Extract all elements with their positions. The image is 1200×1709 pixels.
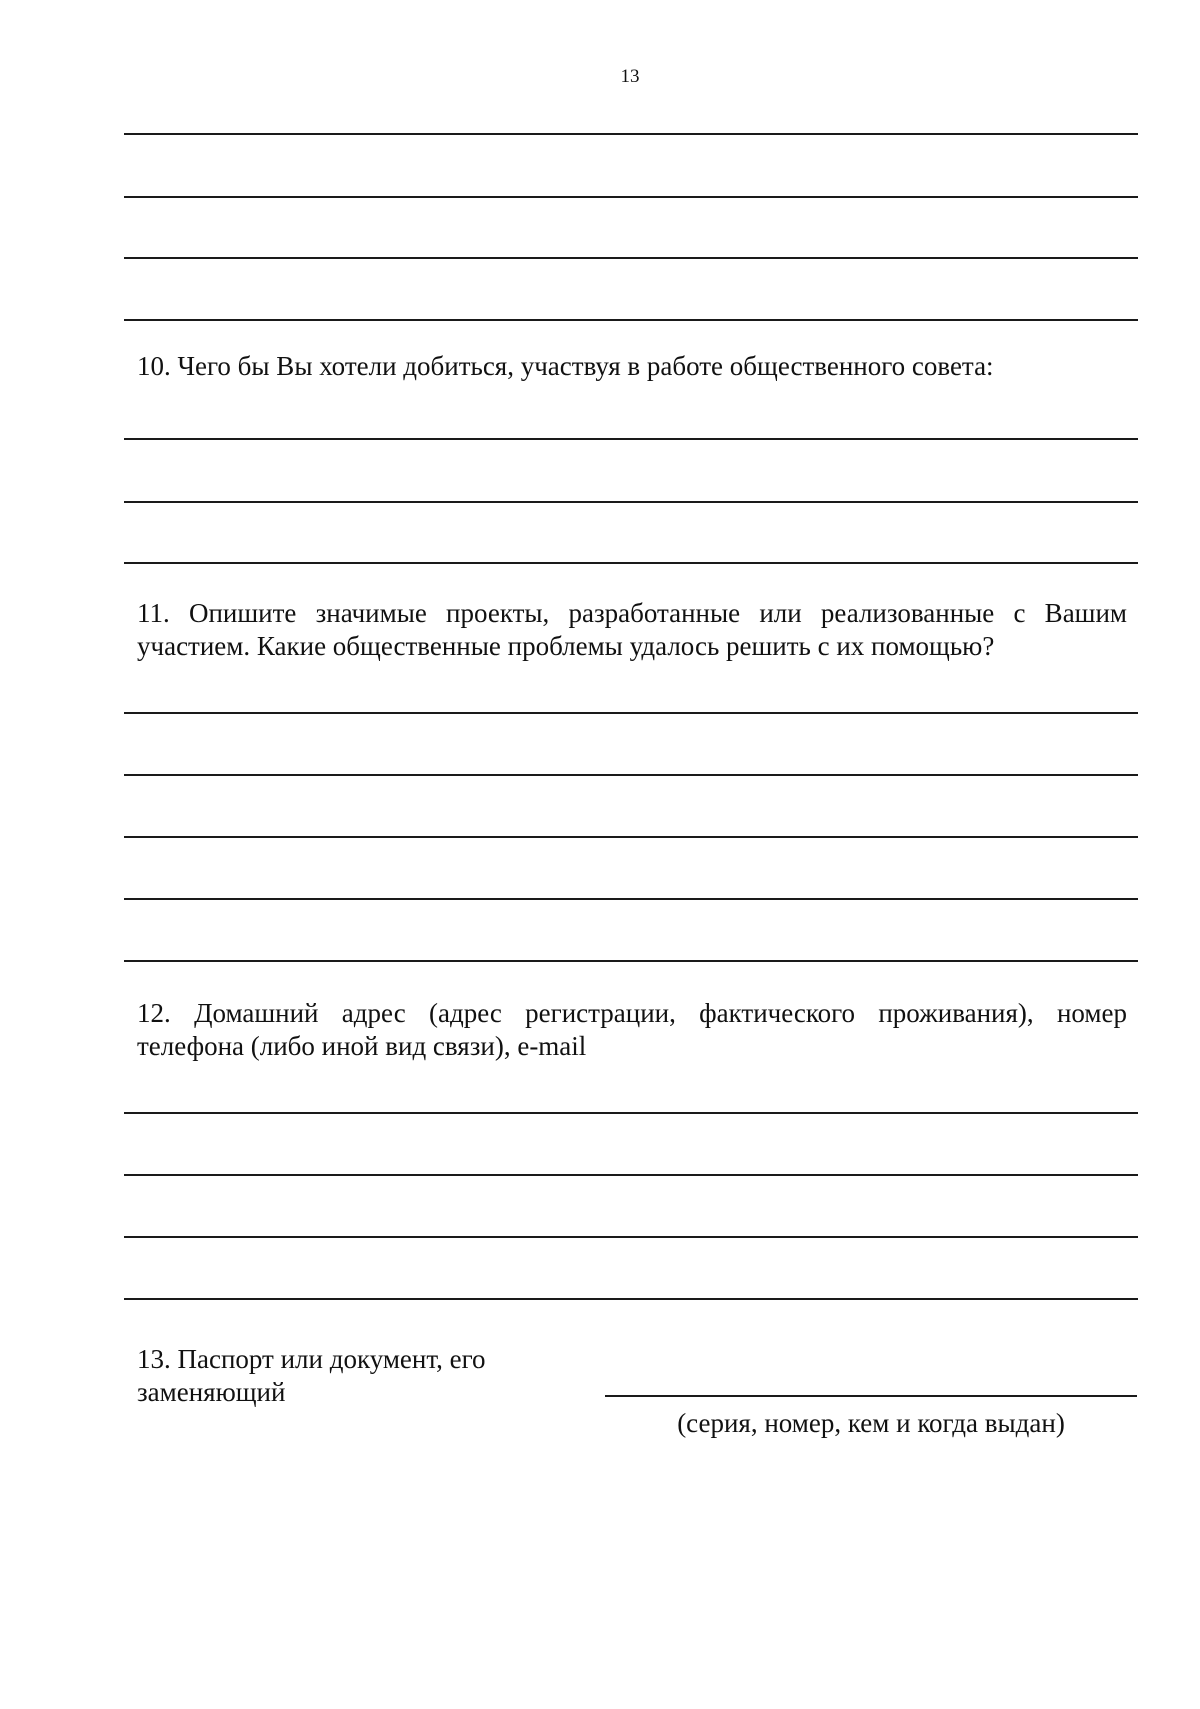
- question-12-line-2: телефона (либо иной вид связи), e-mail: [137, 1031, 587, 1061]
- question-12-line-1: 12. Домашний адрес (адрес регистрации, фактического проживания), номер: [137, 998, 1127, 1028]
- answer-line[interactable]: [124, 1298, 1138, 1300]
- question-11-line-2: участием. Какие общественные проблемы удалось решить с их помощью?: [137, 631, 995, 661]
- question-10: 10. Чего бы Вы хотели добиться, участвуя в работе общественного совета:: [137, 351, 994, 381]
- answer-line[interactable]: [124, 1174, 1138, 1176]
- answer-line[interactable]: [124, 960, 1138, 962]
- passport-answer-line[interactable]: [605, 1395, 1137, 1397]
- answer-line[interactable]: [124, 501, 1138, 503]
- answer-line[interactable]: [124, 196, 1138, 198]
- answer-line[interactable]: [124, 774, 1138, 776]
- question-13-line-2: заменяющий: [137, 1377, 286, 1407]
- question-11: [137, 597, 1127, 663]
- answer-line[interactable]: [124, 712, 1138, 714]
- answer-line[interactable]: [124, 257, 1138, 259]
- answer-line[interactable]: [124, 133, 1138, 135]
- page-number: 13: [620, 66, 640, 87]
- question-13-line-1: 13. Паспорт или документ, его: [137, 1344, 486, 1374]
- answer-line[interactable]: [124, 898, 1138, 900]
- answer-line[interactable]: [124, 438, 1138, 440]
- question-12: [137, 997, 1127, 1063]
- answer-line[interactable]: [124, 319, 1138, 321]
- answer-line[interactable]: [124, 1236, 1138, 1238]
- question-13: [137, 1343, 557, 1409]
- answer-line[interactable]: [124, 1112, 1138, 1114]
- answer-line[interactable]: [124, 562, 1138, 564]
- answer-line[interactable]: [124, 836, 1138, 838]
- passport-caption: (серия, номер, кем и когда выдан): [677, 1408, 1065, 1438]
- question-11-line-1: 11. Опишите значимые проекты, разработанные или реализованные с Вашим: [137, 598, 1127, 628]
